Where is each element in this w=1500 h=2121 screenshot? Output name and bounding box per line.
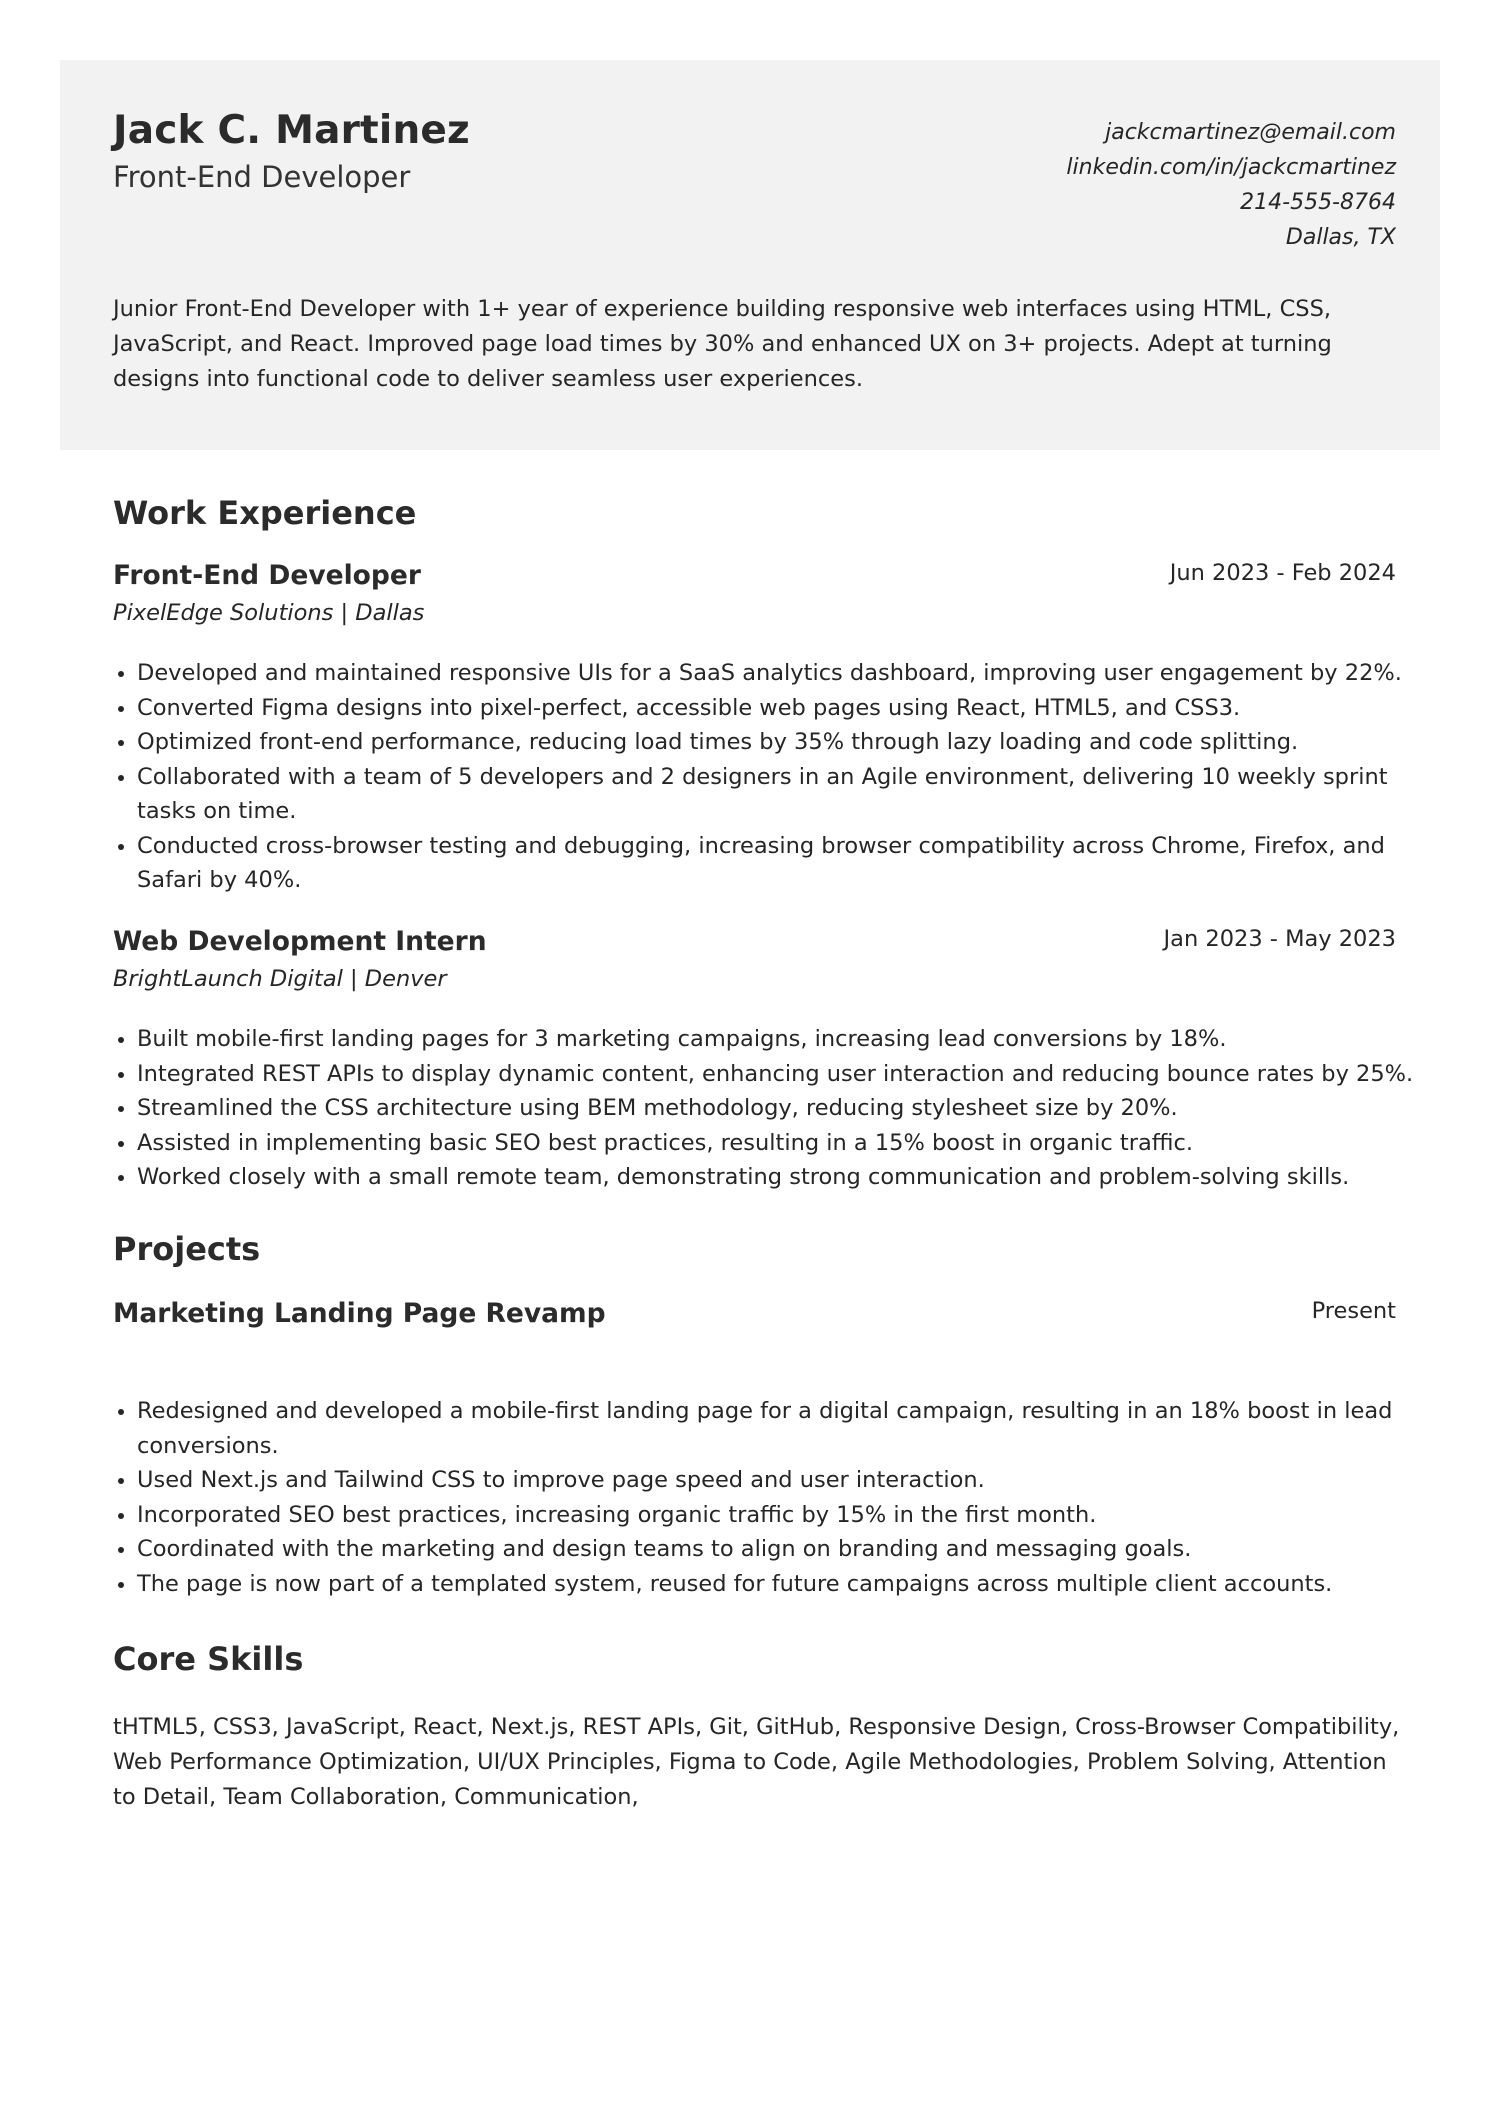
job-bullets xyxy=(113,1022,1437,1195)
job-dates: Jun 2023 - Feb 2024 xyxy=(1169,560,1396,586)
project-title: Marketing Landing Page Revamp xyxy=(113,1298,606,1329)
list-item: • Redesigned and developed a mobile-first landing page for a digital campaign, resulting in an 18% boost in lead conversions. xyxy=(137,1394,1437,1463)
contact-email: jackcmartinez@email.com xyxy=(1105,120,1396,145)
list-item: • The page is now part of a templated system, reused for future campaigns across multiple client accounts. xyxy=(137,1567,1437,1602)
project-dates: Present xyxy=(1311,1298,1396,1324)
list-item: • Used Next.js and Tailwind CSS to improve page speed and user interaction. xyxy=(137,1463,1437,1498)
contact-location: Dallas, TX xyxy=(1285,225,1396,250)
contact-phone: 214-555-8764 xyxy=(1240,190,1396,215)
job-title: Front-End Developer xyxy=(113,560,421,591)
summary-paragraph: Junior Front-End Developer with 1+ year of experience building responsive web interfaces using HTML, CSS, JavaScript, and React. Improved page load times by 30% and enhanced UX on 3+ projects. Adept at turning designs into functional code to deliver seamless user experiences. xyxy=(113,296,1332,392)
list-item: • Developed and maintained responsive UIs for a SaaS analytics dashboard, improving user engagement by 22%. xyxy=(137,656,1437,691)
contact-linkedin: linkedin.com/in/jackcmartinez xyxy=(1066,155,1396,180)
list-item: • Integrated REST APIs to display dynamic content, enhancing user interaction and reducing bounce rates by 25%. xyxy=(137,1057,1437,1092)
list-item: • Collaborated with a team of 5 developers and 2 designers in an Agile environment, delivering 10 weekly sprint tasks on time. xyxy=(137,760,1437,829)
list-item: • Built mobile-first landing pages for 3 marketing campaigns, increasing lead conversions by 18%. xyxy=(137,1022,1437,1057)
job-company: PixelEdge Solutions | Dallas xyxy=(113,600,425,626)
list-item: • Coordinated with the marketing and design teams to align on branding and messaging goals. xyxy=(137,1532,1437,1567)
section-title-projects: Projects xyxy=(113,1230,261,1268)
list-item: • Streamlined the CSS architecture using BEM methodology, reducing stylesheet size by 20%. xyxy=(137,1091,1437,1126)
job-bullets xyxy=(113,656,1437,898)
list-item: • Conducted cross-browser testing and debugging, increasing browser compatibility across Chrome, Firefox, and Safari by 40%. xyxy=(137,829,1437,898)
list-item: • Worked closely with a small remote team, demonstrating strong communication and problem-solving skills. xyxy=(137,1160,1437,1195)
list-item: • Optimized front-end performance, reducing load times by 35% through lazy loading and code splitting. xyxy=(137,725,1437,760)
candidate-role: Front-End Developer xyxy=(113,160,411,194)
section-title-core-skills: Core Skills xyxy=(113,1640,304,1678)
list-item: • Assisted in implementing basic SEO best practices, resulting in a 15% boost in organic traffic. xyxy=(137,1126,1437,1161)
section-title-work-experience: Work Experience xyxy=(113,494,417,532)
job-title: Web Development Intern xyxy=(113,926,487,957)
job-company: BrightLaunch Digital | Denver xyxy=(113,966,447,992)
contact-block xyxy=(1066,115,1396,255)
job-dates: Jan 2023 - May 2023 xyxy=(1163,926,1396,952)
skills-text: tHTML5, CSS3, JavaScript, React, Next.js, REST APIs, Git, GitHub, Responsive Design, Cross-Browser Compatibility, Web Performance Optimization, UI/UX Principles, Figma to Code, Agile Methodologies, Problem Solving, Attention to Detail, Team Collaboration, Communication, xyxy=(113,1714,1400,1810)
candidate-name: Jack C. Martinez xyxy=(113,108,470,153)
list-item: • Incorporated SEO best practices, increasing organic traffic by 15% in the first month. xyxy=(137,1498,1437,1533)
project-bullets xyxy=(113,1394,1437,1601)
list-item: • Converted Figma designs into pixel-perfect, accessible web pages using React, HTML5, and CSS3. xyxy=(137,691,1437,726)
